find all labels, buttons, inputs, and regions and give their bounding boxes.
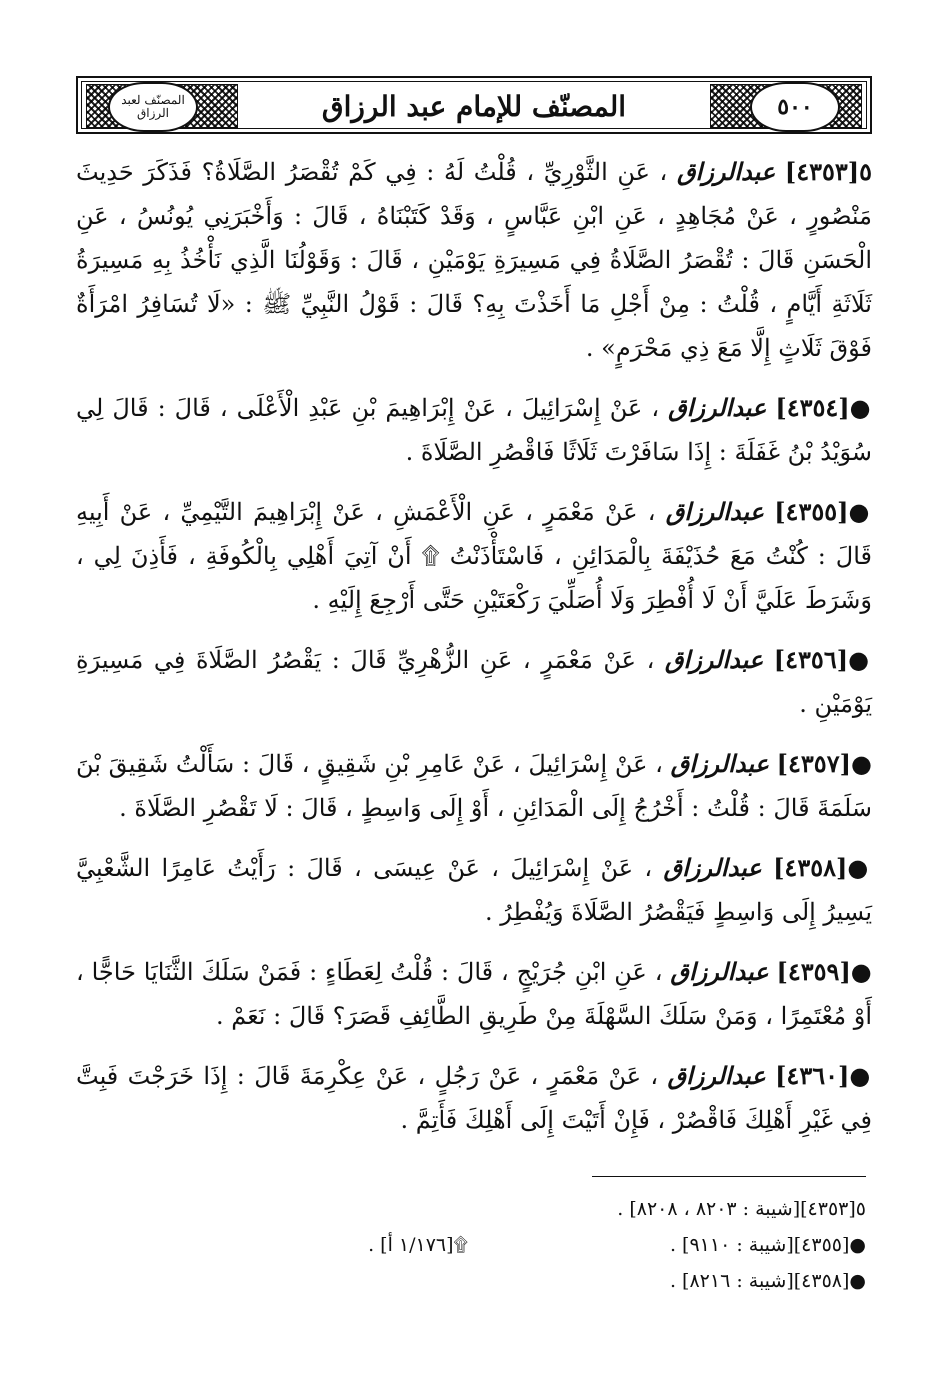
entry-marker: ● <box>847 853 872 882</box>
hadith-number: [٤٣٥٦] <box>773 645 849 674</box>
hadith-number: [٤٣٥٣] <box>784 157 860 186</box>
hadith-text: ، عَنْ إِسْرَائِيلَ ، عَنْ عَامِرِ بْنِ شَقِيقٍ ، قَالَ : سَأَلْتُ شَقِيقَ بْنَ سَلَمَةَ قَالَ : قُلْتُ : أَخْرُجُ إِلَى الْمَدَائِنِ ، أَوْ إِلَى وَاسِطٍ ، قَالَ : لَا تَقْصُرِ الصَّلَاةَ . <box>76 750 872 822</box>
narrator-name: عبدالرزاق <box>676 157 776 186</box>
hadith-text: ، عَنِ الثَّوْرِيِّ ، قُلْتُ لَهُ : فِي كَمْ تُقْصَرُ الصَّلَاةُ؟ فَذَكَرَ حَدِيثَ مَنْصُورٍ ، عَنْ مُجَاهِدٍ ، عَنِ ابْنِ عَبَّاسٍ ، وَقَدْ كَتَبْنَاهُ ، قَالَ : وَأَخْبَرَنِي يُونُسُ ، عَنِ الْحَسَنِ قَالَ : تُقْصَرُ الصَّلَاةُ فِي مَسِيرَةِ يَوْمَيْنِ ، قَالَ : وَقَوْلُنَا الَّذِي نَأْخُذُ بِهِ مَسِيرَةُ ثَلَاثَةِ أَيَّامٍ ، قُلْتُ : مِنْ أَجْلِ مَا أَخَذْتَ بِهِ؟ قَالَ : قَوْلُ النَّبِيِّ ﷺ : «لَا تُسَافِرُ امْرَأَةٌ فَوْقَ ثَلَاثٍ إِلَّا مَعَ ذِي مَحْرَمٍ» . <box>76 158 872 362</box>
narrator-name: عبدالرزاق <box>665 497 764 526</box>
hadith-text: ، عَنْ مَعْمَرٍ ، عَنِ الْأَعْمَشِ ، عَنْ إِبْرَاهِيمَ التَّيْمِيِّ ، عَنْ أَبِيهِ قَالَ : كُنْتُ مَعَ حُذَيْفَةَ بِالْمَدَائِنِ ، فَاسْتَأْذَنْتُ ۩ أَنْ آتِيَ أَهْلِي بِالْكُوفَةِ ، فَأَذِنَ لِي ، وَشَرَطَ عَلَيَّ أَنْ لَا أُفْطِرَ وَلَا أُصَلِّيَ رَكْعَتَيْنِ حَتَّى أَرْجِعَ إِلَيْهِ . <box>76 498 872 614</box>
hadith-entry <box>76 950 872 1038</box>
hadith-entry <box>76 742 872 830</box>
hadith-entry <box>76 846 872 934</box>
entry-marker: ● <box>850 749 872 778</box>
narrator-name: عبدالرزاق <box>670 749 769 778</box>
hadith-number: [٤٣٥٨] <box>773 853 848 882</box>
hadith-entry <box>76 1054 872 1142</box>
entry-marker: ● <box>848 645 872 674</box>
book-logo <box>108 82 198 132</box>
hadith-number: [٤٣٥٧] <box>776 749 851 778</box>
footnote: ●[٤٣٥٨][شيبة : ٨٢١٦] . <box>669 1270 866 1292</box>
footnote: ٥[٤٣٥٣][شيبة : ٨٢٠٣ ، ٨٢٠٨] . <box>617 1198 866 1220</box>
narrator-name: عبدالرزاق <box>664 645 764 674</box>
page-number: ٥٠٠ <box>777 94 813 120</box>
narrator-name: عبدالرزاق <box>668 393 767 422</box>
footnote-folio-ref: ۩[١/١٧٦ أ] . <box>368 1234 468 1256</box>
narrator-name: عبدالرزاق <box>663 853 762 882</box>
hadith-entry <box>76 386 872 474</box>
entry-marker: ٥ <box>859 157 872 186</box>
narrator-name: عبدالرزاق <box>667 1061 766 1090</box>
hadith-entry <box>76 490 872 622</box>
hadith-text: ، عَنْ إِسْرَائِيلَ ، عَنْ إِبْرَاهِيمَ بْنِ عَبْدِ الْأَعْلَى ، قَالَ : قَالَ لِي سُوَيْدُ بْنُ غَفَلَةَ : إِذَا سَافَرْتَ ثَلَاثًا فَاقْصُرِ الصَّلَاةَ . <box>76 394 872 466</box>
footnote-divider <box>592 1176 866 1177</box>
entry-marker: ● <box>848 497 872 526</box>
hadith-number: [٤٣٥٩] <box>776 957 851 986</box>
hadith-text: ، عَنْ إِسْرَائِيلَ ، عَنْ عِيسَى ، قَالَ : رَأَيْتُ عَامِرًا الشَّعْبِيَّ يَسِيرُ إِلَى وَاسِطٍ فَيَقْصُرُ الصَّلَاةَ وَيُفْطِرُ . <box>76 854 872 926</box>
narrator-name: عبدالرزاق <box>670 957 769 986</box>
hadith-text: ، عَنْ مَعْمَرٍ ، عَنِ الزُّهْرِيِّ قَالَ : يَقْصُرُ الصَّلَاةَ فِي مَسِيرَةِ يَوْمَيْنِ . <box>76 646 872 718</box>
hadith-number: [٤٣٥٤] <box>775 393 850 422</box>
footnote: ●[٤٣٥٥][شيبة : ٩١١٠] . <box>669 1234 866 1256</box>
entry-marker: ● <box>849 1061 872 1090</box>
page-header <box>76 76 872 134</box>
hadith-entry <box>76 638 872 726</box>
hadith-number: [٤٣٥٥] <box>774 497 849 526</box>
main-text <box>76 150 872 1158</box>
page-number-cartouche <box>750 82 840 132</box>
hadith-text: ، عَنِ ابْنِ جُرَيْجٍ ، قَالَ : قُلْتُ لِعَطَاءٍ : فَمَنْ سَلَكَ الثَّنَايَا حَاجًّا ، أَوْ مُعْتَمِرًا ، وَمَنْ سَلَكَ السَّهْلَةَ مِنْ طَرِيقِ الطَّائِفِ قَصَرَ؟ قَالَ : نَعَمْ . <box>76 958 872 1030</box>
hadith-text: ، عَنْ مَعْمَرٍ ، عَنْ رَجُلٍ ، عَنْ عِكْرِمَةَ قَالَ : إِذَا خَرَجْتَ فَبِتَّ فِي غَيْرِ أَهْلِكَ فَاقْصُرْ ، فَإِنْ أَتَيْتَ إِلَى أَهْلِكَ فَأَتِمَّ . <box>76 1062 872 1134</box>
book-logo-text: المصنّف لعبد الرزاق <box>121 93 185 120</box>
hadith-number: [٤٣٦٠] <box>775 1061 850 1090</box>
running-title: المصنّف للإمام عبد الرزاق <box>321 89 627 123</box>
entry-marker: ● <box>849 393 872 422</box>
hadith-entry <box>76 150 872 370</box>
entry-marker: ● <box>850 957 872 986</box>
